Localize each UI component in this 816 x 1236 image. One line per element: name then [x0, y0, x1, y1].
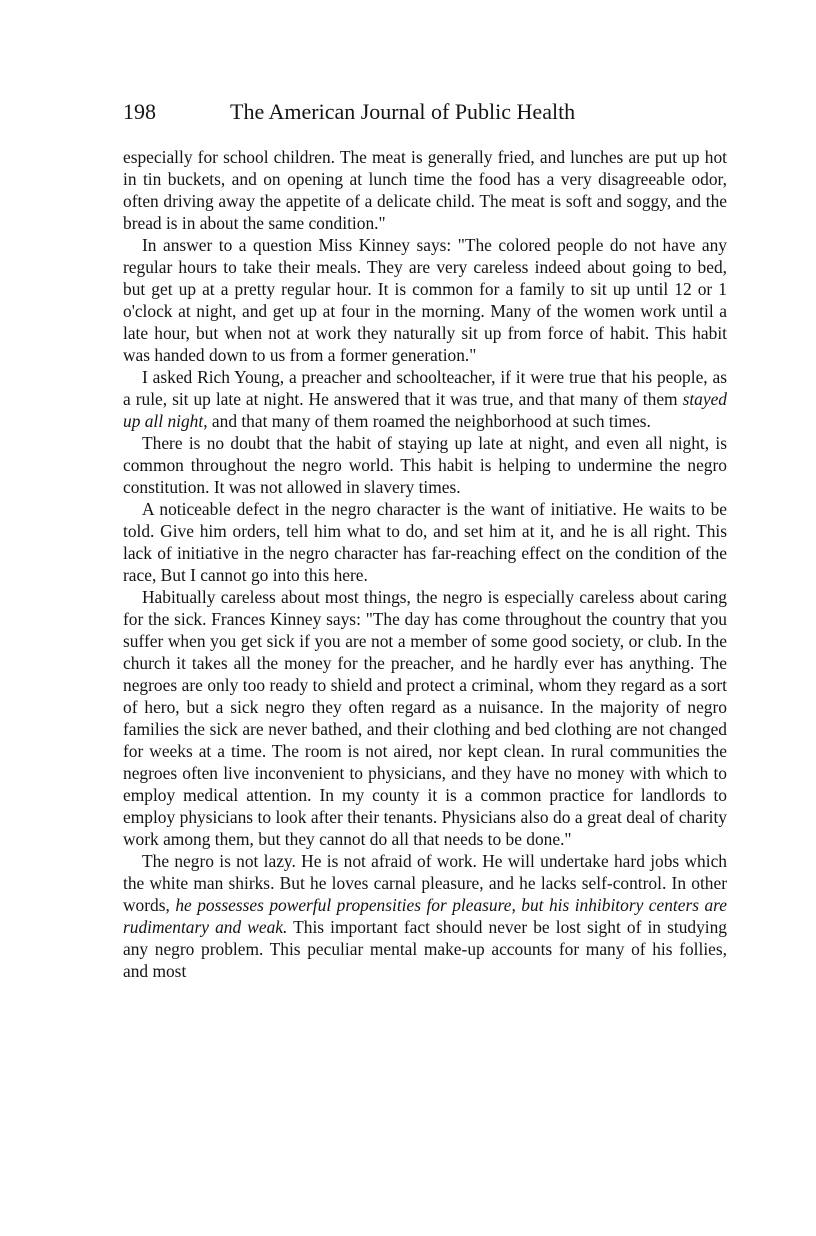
- paragraph-text: , and that many of them roamed the neighborhood at such times.: [203, 411, 651, 431]
- paragraph: [123, 234, 727, 366]
- journal-page: [123, 96, 727, 982]
- paragraph-text: The negro is not lazy. He is not afraid of work. He will undertake hard jobs which the white man shirks. But he loves carnal pleasure, and he lacks self-control. In other words,: [123, 851, 727, 915]
- paragraph-text: In answer to a question Miss Kinney says: "The colored people do not have any regular hours to take their meals. They are very careless indeed about going to bed, but get up at a pretty regular hour. It is common for a family to sit up until 12 or 1 o'clock at night, and get up at four in the morning. Many of the women work until a late hour, but when not at work they naturally sit up from force of habit. This habit was handed down to us from a former generation.": [123, 235, 727, 365]
- paragraph: [123, 432, 727, 498]
- paragraph-text: This important fact should never be lost sight of in studying any negro problem. This peculiar mental make-up accounts for many of his follies, and most: [123, 917, 727, 981]
- paragraph-text: A noticeable defect in the negro character is the want of initiative. He waits to be told. Give him orders, tell him what to do, and set him at it, and he is all right. This lack of initiative in the negro character has far-reaching effect on the condition of the race, But I cannot go into this here.: [123, 499, 727, 585]
- journal-title: The American Journal of Public Health: [230, 99, 576, 124]
- paragraph: [123, 366, 727, 432]
- running-head: [123, 96, 727, 128]
- italic-text: he possesses powerful propensities for pleasure, but his inhibitory centers are rudimentary and weak.: [123, 895, 727, 937]
- body-text: [123, 146, 727, 982]
- paragraph-text: especially for school children. The meat is generally fried, and lunches are put up hot in tin buckets, and on opening at lunch time the food has a very disagreeable odor, often driving away the appetite of a delicate child. The meat is soft and soggy, and the bread is in about the same condition.": [123, 147, 727, 233]
- paragraph: [123, 586, 727, 850]
- paragraph-text: Habitually careless about most things, the negro is especially careless about caring for the sick. Frances Kinney says: "The day has come throughout the country that you suffer when you get sick if you are not a member of some good society, or club. In the church it takes all the money for the preacher, and he hardly ever has anything. The negroes are only too ready to shield and protect a criminal, whom they regard as a sort of hero, but a sick negro they often regard as a nuisance. In the majority of negro families the sick are never bathed, and their clothing and bed clothing are not changed for weeks at a time. The room is not aired, nor kept clean. In rural communities the negroes often live inconvenient to physicians, and they have no money with which to employ medical attention. In my county it is a common practice for landlords to employ physicians to look after their tenants. Physicians also do a great deal of charity work among them, but they cannot do all that needs to be done.": [123, 587, 727, 849]
- paragraph: [123, 498, 727, 586]
- paragraph: [123, 146, 727, 234]
- paragraph-text: There is no doubt that the habit of staying up late at night, and even all night, is common throughout the negro world. This habit is helping to undermine the negro constitution. It was not allowed in slavery times.: [123, 433, 727, 497]
- italic-text: stayed up all night: [123, 389, 727, 431]
- paragraph-text: I asked Rich Young, a preacher and schoolteacher, if it were true that his people, as a rule, sit up late at night. He answered that it was true, and that many of them: [123, 367, 727, 409]
- page-number: 198: [123, 99, 156, 124]
- paragraph: [123, 850, 727, 982]
